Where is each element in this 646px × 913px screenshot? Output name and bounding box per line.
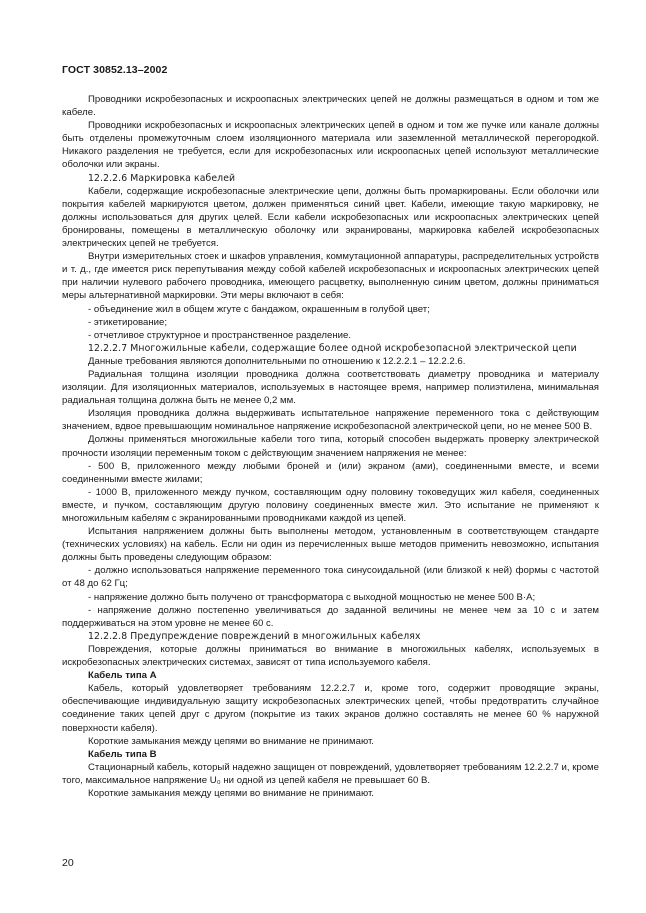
- subheading: Кабель типа В: [88, 748, 157, 760]
- paragraph: Должны применяться многожильные кабели того типа, который способен выдержать проверку электрической прочности изоляции переменным током с действующим значением напряжения не менее:: [62, 434, 599, 459]
- paragraph: Короткие замыкания между цепями во внимание не принимают.: [88, 787, 374, 799]
- paragraph: - напряжение должно быть получено от трансформатора с выходной мощностью не менее 500 В·А;: [88, 591, 536, 603]
- paragraph: Повреждения, которые должны приниматься во внимание в многожильных кабелях, используемых в искробезопасных электрических системах, зависят от типа используемого кабеля.: [62, 643, 599, 669]
- paragraph: - объединение жил в общем жгуте с бандажом, окрашенным в голубой цвет;: [88, 303, 430, 315]
- paragraph: - 1000 В, приложенного между пучком, составляющим одну половину токоведущих жил кабеля, соединенных вместе, и пучком, составляющим другую половину соединенных вместе жил. Это испытание не применяют к многожильным кабелям с экранированными проводниками каждой из цепей.: [62, 486, 599, 524]
- clause-heading: 12.2.2.6 Маркировка кабелей: [88, 172, 236, 184]
- paragraph: Радиальная толщина изоляции проводника должна соответствовать диаметру проводника и материалу изоляции. Для изоляционных материалов, используемых в настоящее время, например полиэтилена, минимальная радиальная толщина должна быть не менее 0,2 мм.: [62, 368, 599, 407]
- subheading: Кабель типа А: [88, 670, 157, 682]
- paragraph: Стационарный кабель, который надежно защищен от повреждений, удовлетворяет требованиям 12.2.2.7 и, кроме того, максимальное напряжение U₀ ни одной из цепей кабеля не превышает 60 В.: [62, 761, 599, 786]
- document-header: ГОСТ 30852.13–2002: [62, 64, 168, 76]
- document-body: [62, 93, 599, 800]
- paragraph: - напряжение должно постепенно увеличиваться до заданной величины не менее чем за 10 с и затем поддерживаться на этом уровне не менее 60 с.: [62, 604, 599, 629]
- paragraph: Проводники искробезопасных и искроопасных электрических цепей в одном и том же пучке или канале должны быть отделены промежуточным слоем изоляционного материала или заземленной металлической перегородкой. Никакого разделения не требуется, если для искробезопасных или искроопасных цепей используют металлические оболочки или экраны.: [62, 120, 599, 171]
- paragraph: Внутри измерительных стоек и шкафов управления, коммутационной аппаратуры, распределительных устройств и т. д., где имеется риск перепутывания между собой кабелей искробезопасных и искроопасных электрических цепей при наличии нулевого рабочего проводника, имеющего расцветку, выполненную синим цветом, должны приниматься меры альтернативной маркировки. Эти меры включают в себя:: [62, 251, 599, 302]
- paragraph: - этикетирование;: [88, 316, 168, 328]
- clause-heading: 12.2.2.8 Предупреждение повреждений в многожильных кабелях: [88, 630, 421, 642]
- paragraph: - должно использоваться напряжение переменного тока синусоидальной (или близкой к ней) формы с частотой от 48 до 62 Гц;: [62, 565, 599, 590]
- clause-heading: 12.2.2.7 Многожильные кабели, содержащие более одной искробезопасной электрической цепи: [88, 342, 577, 354]
- paragraph: Кабель, который удовлетворяет требованиям 12.2.2.7 и, кроме того, содержит проводящие экраны, обеспечивающие индивидуальную защиту искробезопасных электрических цепей, чтобы предотвратить случайное соединение таких цепей друг с другом (покрытие из таких экранов должно составлять не менее 60 % наружной поверхности кабеля).: [62, 683, 599, 734]
- paragraph: Изоляция проводника должна выдерживать испытательное напряжение переменного тока с действующим значением, вдвое превышающим номинальное напряжение искробезопасной электрической цепи, но не менее 500 В.: [62, 408, 599, 433]
- paragraph: - 500 В, приложенного между любыми броней и (или) экраном (ами), соединенными вместе, и всеми соединенными вместе жилами;: [62, 460, 599, 485]
- paragraph: Кабели, содержащие искробезопасные электрические цепи, должны быть промаркированы. Если оболочки или покрытия кабелей маркируются цветом, должен применяться синий цвет. Кабели, имеющие такую маркировку, не должны использоваться для других целей. Если кабели искробезопасных или искроопасных электрических цепей бронированы, помещены в металлическую оболочку или экранированы, маркировка кабелей искробезопасных электрических цепей не требуется.: [62, 185, 599, 250]
- paragraph: Испытания напряжением должны быть выполнены методом, установленным в соответствующем стандарте (технических условиях) на кабель. Если ни один из перечисленных выше методов применить невозможно, испытания должны быть проведены следующим образом:: [62, 526, 599, 564]
- paragraph: Данные требования являются дополнительными по отношению к 12.2.2.1 – 12.2.2.6.: [88, 355, 466, 367]
- paragraph: - отчетливое структурное и пространственное разделение.: [88, 329, 351, 341]
- paragraph: Короткие замыкания между цепями во внимание не принимают.: [88, 735, 374, 747]
- paragraph: Проводники искробезопасных и искроопасных электрических цепей не должны размещаться в одном и том же кабеле.: [62, 94, 599, 119]
- page-number: 20: [62, 857, 74, 869]
